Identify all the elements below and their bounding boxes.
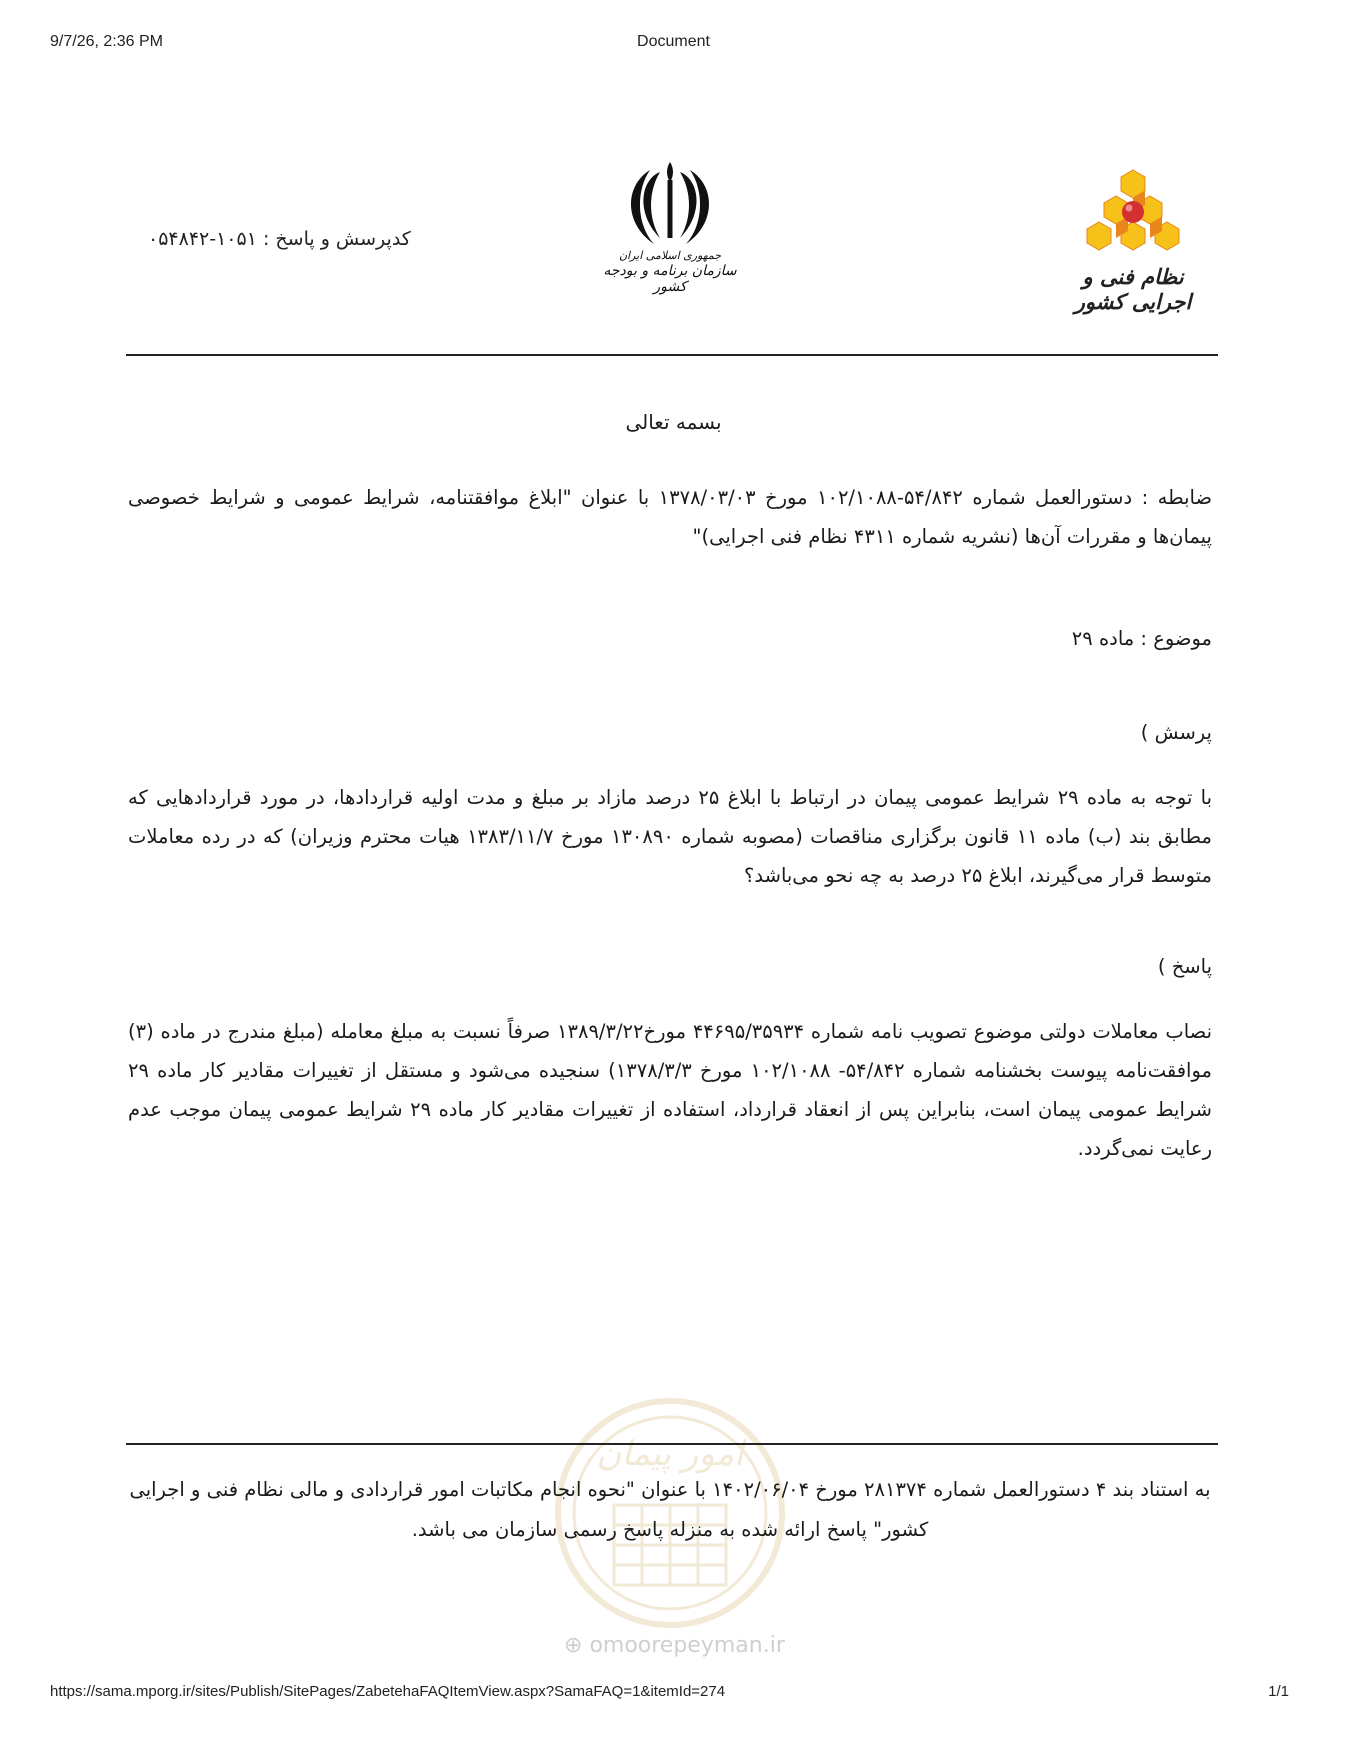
globe-icon: ⊕	[564, 1633, 583, 1658]
watermark-url	[564, 1633, 785, 1658]
question-label: پرسش )	[1140, 721, 1212, 744]
subject-line: موضوع : ماده ۲۹	[1071, 627, 1212, 650]
print-datetime: 9/7/26, 2:36 PM	[50, 33, 163, 50]
answer-paragraph: نصاب معاملات دولتی موضوع تصویب نامه شماره ۴۴۶۹۵/۳۵۹۳۴ مورخ۱۳۸۹/۳/۲۲ صرفاً نسبت به مبلغ معامله (مبلغ مندرج در ماده (۳) موافقت‌نامه پیوست بخشنامه شماره ۵۴/۸۴۲- ۱۰۲/۱۰۸۸ مورخ ۱۳۷۸/۳/۳) سنجیده می‌شود و مستقل از تغییرات مقادیر کار ماده ۲۹ شرایط عمومی پیمان است، بنابراین پس از انعقاد قرارداد، استفاده از تغییرات مقادیر کار ماده ۲۹ شرایط عمومی پیمان موجب عدم رعایت نمی‌گردد.	[128, 1020, 1213, 1160]
print-page-number: 1/1	[1268, 1683, 1289, 1700]
emblem-caption-2: سازمان برنامه و بودجه کشور	[603, 262, 737, 295]
document-title: بسمه تعالی	[625, 410, 722, 434]
footer-note-line-2: کشور" پاسخ ارائه شده به منزله پاسخ رسمی سازمان می باشد.	[411, 1518, 929, 1541]
footer-note	[128, 1470, 1212, 1550]
print-title: Document	[637, 33, 710, 50]
emblem-caption-1: جمهوری اسلامی ایران	[618, 249, 722, 262]
watermark-url-text: omoorepeyman.ir	[589, 1633, 785, 1658]
watermark-text: امور پیمان	[596, 1434, 744, 1474]
question-paragraph: با توجه به ماده ۲۹ شرایط عمومی پیمان در ارتباط با ابلاغ ۲۵ درصد مازاد بر مبلغ و مدت اولیه قراردادها، در مورد قراردادهایی که مطابق بند (ب) ماده ۱۱ قانون برگزاری مناقصات (مصوبه شماره ۱۳۰۸۹۰ مورخ ۱۳۸۳/۱۱/۷ هیات محترم وزیران) که در رده معاملات متوسط قرار می‌گیرند، ابلاغ ۲۵ درصد به چه نحو می‌باشد؟	[128, 786, 1213, 887]
footer-note-line-1: به استناد بند ۴ دستورالعمل شماره ۲۸۱۳۷۴ مورخ ۱۴۰۲/۰۶/۰۴ با عنوان "نحوه انجام مکاتبات امور قراردادی و مالی نظام فنی و اجرایی	[129, 1478, 1211, 1501]
question-code: کدپرسش و پاسخ : ۱۰۵۱-۰۵۴۸۴۲	[148, 228, 411, 250]
nezam-fanni-logo	[1058, 166, 1208, 314]
footer-divider	[126, 1443, 1218, 1445]
zabeteh-paragraph: ضابطه : دستورالعمل شماره ۵۴/۸۴۲-۱۰۲/۱۰۸۸ مورخ ۱۳۷۸/۰۳/۰۳ با عنوان "ابلاغ موافقتنامه، شرایط عمومی و شرایط خصوصی پیمان‌ها و مقررات آن‌ها (نشریه شماره ۴۳۱۱ نظام فنی اجرایی)"	[128, 486, 1213, 548]
iran-emblem-icon	[620, 158, 720, 250]
answer-label: پاسخ )	[1157, 955, 1212, 978]
cube-logo-icon	[1078, 166, 1188, 258]
print-url[interactable]: https://sama.mporg.ir/sites/Publish/SitePages/ZabetehaFAQItemView.aspx?SamaFAQ=1&itemId=274	[50, 1683, 726, 1700]
logo-caption: نظام فنی و اجرایی کشور	[1074, 264, 1192, 314]
header-divider	[126, 354, 1218, 356]
iran-emblem	[595, 158, 745, 308]
